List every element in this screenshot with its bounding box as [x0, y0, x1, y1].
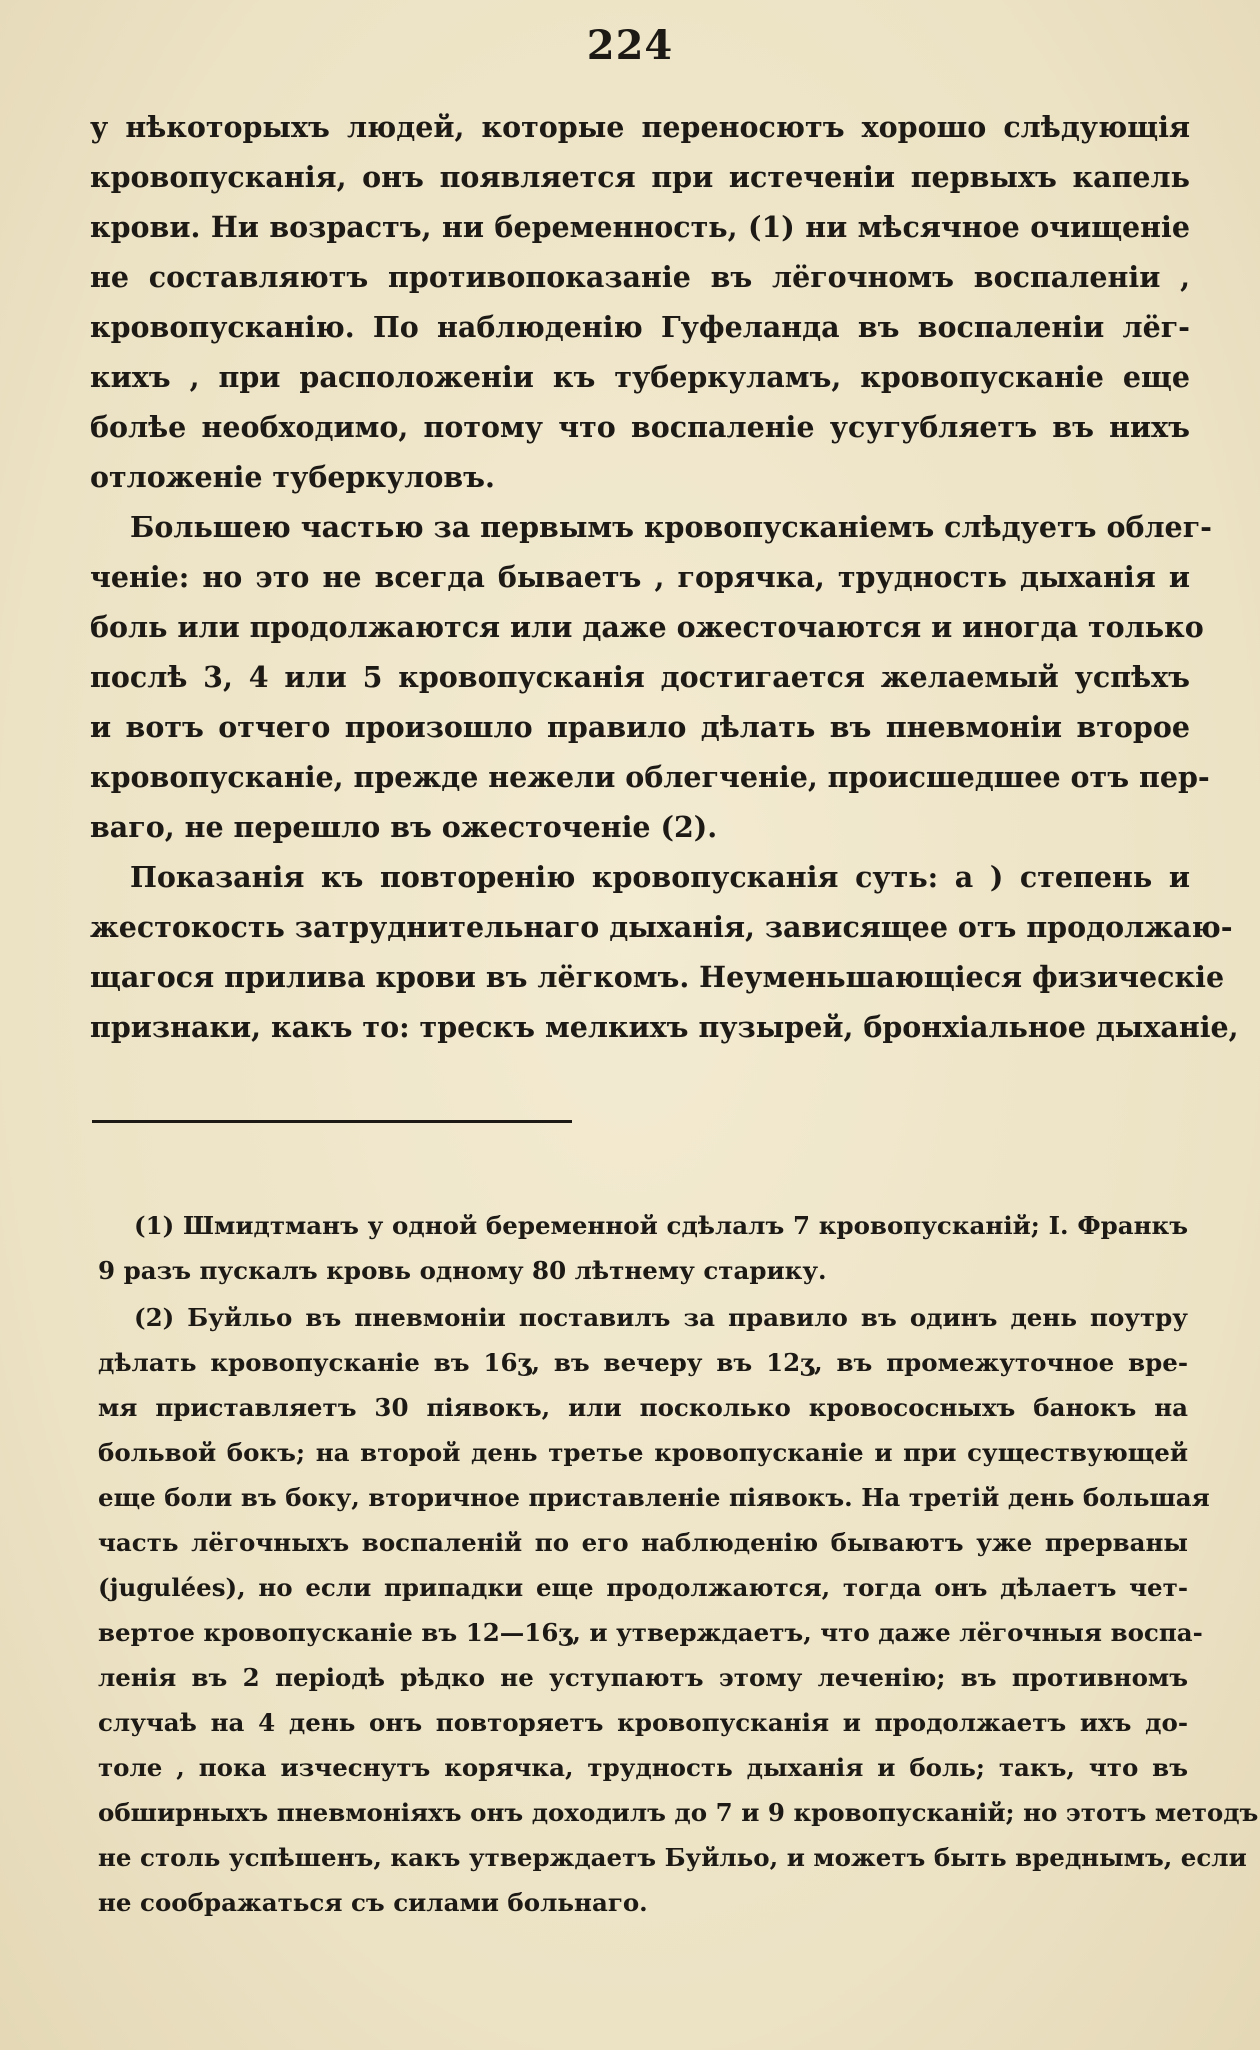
footnote-line: еще боли въ боку, вторичное приставленіе піявокъ. На третій день большая — [98, 1483, 1210, 1512]
text-line: ченіе: но это не всегда бываетъ , горячка, трудность дыханія и — [90, 560, 1190, 594]
text-line: не составляютъ противопоказаніе въ лёгочномъ воспаленіи , — [90, 260, 1190, 294]
footnote-line: (2) Буйльо въ пневмоніи поставилъ за правило въ одинъ день поутру — [134, 1303, 1188, 1332]
text-line: ваго, не перешло въ ожесточеніе (2). — [90, 810, 718, 844]
text-line: у нѣкоторыхъ людей, которые переносютъ хорошо слѣдующія — [90, 110, 1190, 144]
footnote-line: мя приставляетъ 30 піявокъ, или посколько кровососныхъ банокъ на — [98, 1393, 1188, 1422]
text-line: кихъ , при расположеніи къ туберкуламъ, кровопусканіе еще — [90, 360, 1190, 394]
footnote-separator — [92, 1120, 572, 1123]
footnote-line: не столь успѣшенъ, какъ утверждаетъ Буйльо, и можетъ быть вреднымъ, если — [98, 1843, 1247, 1872]
text-line: Показанія къ повторенію кровопусканія суть: а ) степень и — [130, 860, 1190, 894]
text-line: кровопусканіе, прежде нежели облегченіе, происшедшее отъ пер- — [90, 760, 1210, 794]
text-line: кровопусканія, онъ появляется при истеченіи первыхъ капель — [90, 160, 1190, 194]
footnote-line: больвой бокъ; на второй день третье кровопусканіе и при существующей — [98, 1438, 1188, 1467]
footnote-line: обширныхъ пневмоніяхъ онъ доходилъ до 7 и 9 кровопусканій; но этотъ методъ — [98, 1798, 1259, 1827]
text-line: жестокость затруднительнаго дыханія, зависящее отъ продолжаю- — [90, 910, 1233, 944]
footnote-line: случаѣ на 4 день онъ повторяетъ кровопусканія и продолжаетъ ихъ до- — [98, 1708, 1188, 1737]
footnote-line: ленія въ 2 періодѣ рѣдко не уступаютъ этому леченію; въ противномъ — [98, 1663, 1188, 1692]
text-line: кровопусканію. По наблюденію Гуфеланда въ воспаленіи лёг- — [90, 310, 1190, 344]
footnotes — [98, 1203, 1259, 1925]
page-number: 224 — [586, 22, 674, 69]
footnote-line: вертое кровопусканіе въ 12—16ʒ, и утверждаетъ, что даже лёгочныя воспа- — [98, 1618, 1203, 1647]
footnote-line: часть лёгочныхъ воспаленій по его наблюденію бываютъ уже прерваны — [98, 1528, 1188, 1557]
text-line: отложеніе туберкуловъ. — [90, 460, 495, 494]
text-line: боль или продолжаются или даже ожесточаются и иногда только — [90, 610, 1204, 644]
main-text — [90, 102, 1239, 1052]
footnote-line: толе , пока изчеснутъ корячка, трудность дыханія и боль; такъ, что въ — [98, 1753, 1188, 1782]
footnote-line: (1) Шмидтманъ у одной беременной сдѣлалъ 7 кровопусканій; I. Франкъ — [134, 1211, 1188, 1240]
text-line: признаки, какъ то: трескъ мелкихъ пузырей, бронхіальное дыханіе, — [90, 1010, 1239, 1044]
text-line: крови. Ни возрастъ, ни беременность, (1) ни мѣсячное очищеніе — [90, 210, 1190, 244]
text-line: Большею частью за первымъ кровопусканіемъ слѣдуетъ облег- — [130, 510, 1212, 544]
text-line: послѣ 3, 4 или 5 кровопусканія достигается желаемый успѣхъ — [90, 660, 1190, 694]
footnote-line: дѣлать кровопусканіе въ 16ʒ, въ вечеру въ 12ʒ, въ промежуточное вре- — [98, 1348, 1188, 1377]
text-line: болѣе необходимо, потому что воспаленіе усугубляетъ въ нихъ — [90, 410, 1190, 444]
footnote-line: (jugulées), но если припадки еще продолжаются, тогда онъ дѣлаетъ чет- — [98, 1573, 1188, 1602]
footnote-line: 9 разъ пускалъ кровь одному 80 лѣтнему старику. — [98, 1256, 827, 1285]
text-line: щагося прилива крови въ лёгкомъ. Неуменьшающіеся физическіе — [90, 960, 1225, 994]
text-line: и вотъ отчего произошло правило дѣлать въ пневмоніи второе — [90, 710, 1190, 744]
footnote-line: не соображаться съ силами больнаго. — [98, 1888, 648, 1917]
